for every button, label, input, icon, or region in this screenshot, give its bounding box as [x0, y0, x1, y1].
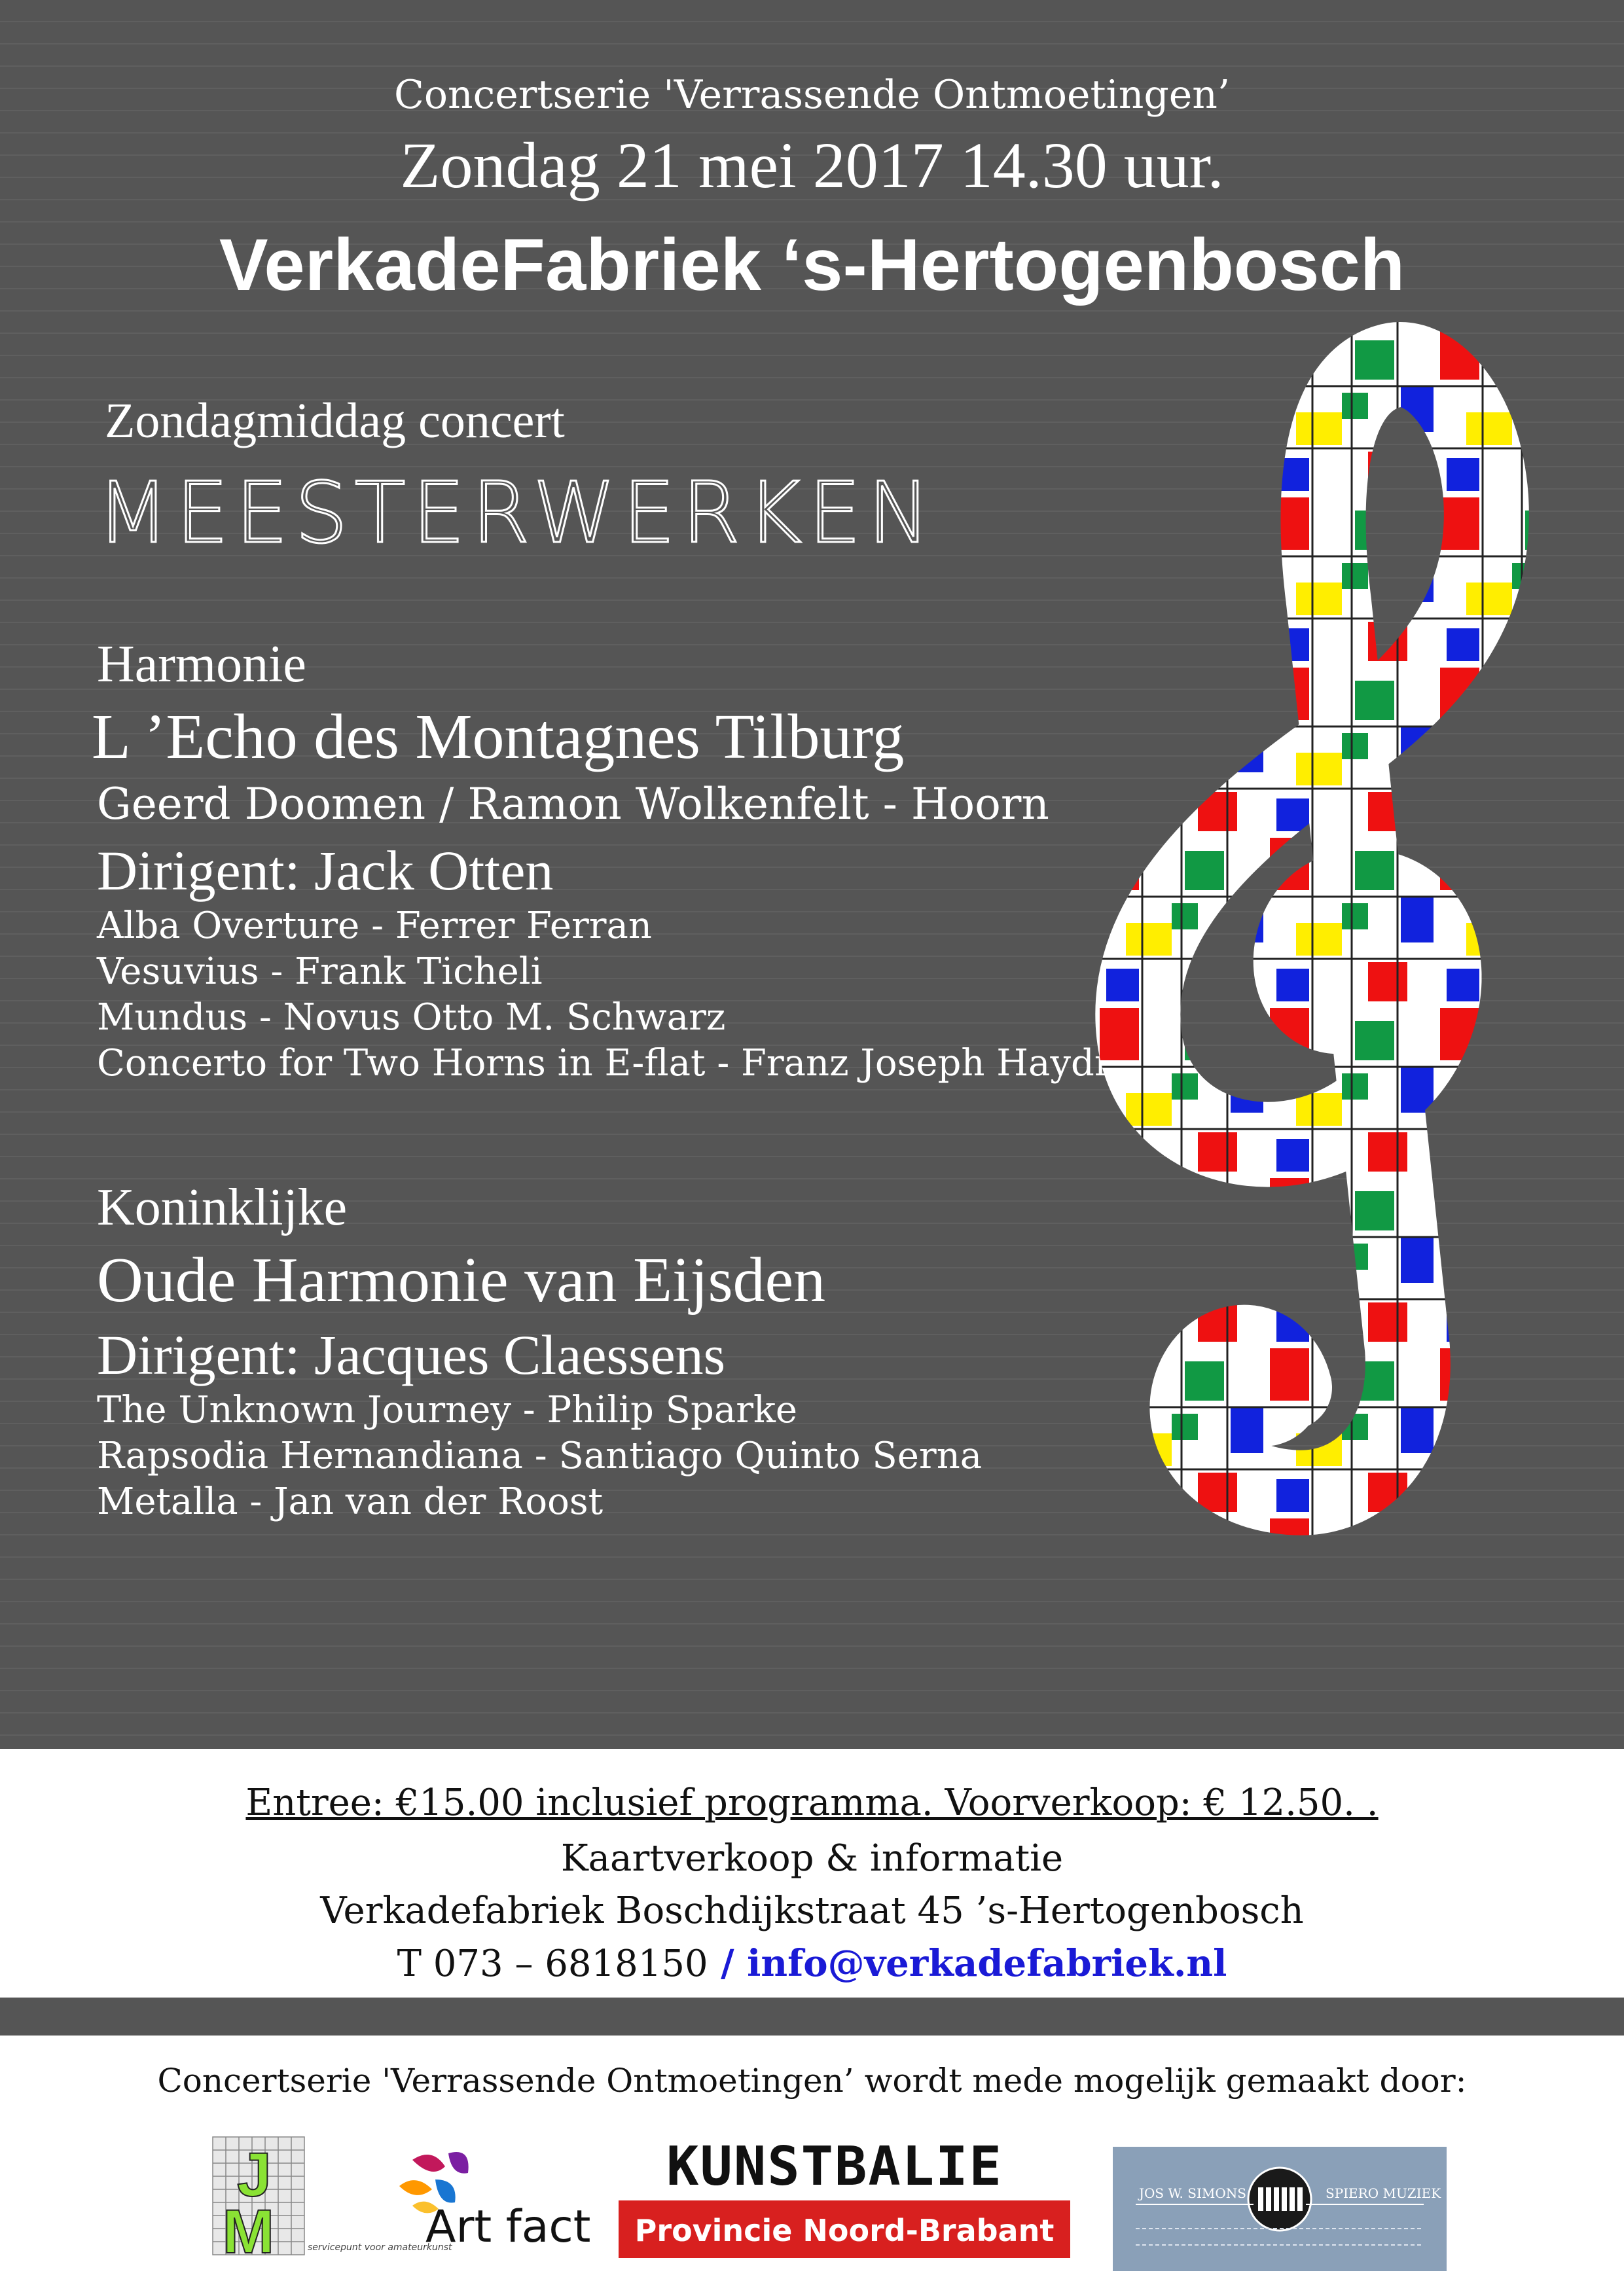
harmonie-piece: Alba Overture - Ferrer Ferran	[97, 905, 652, 947]
ticket-info-section	[0, 1749, 1624, 1998]
kunstbalie-name: KUNSTBALIE	[666, 2136, 1003, 2198]
koninklijke-piece: Metalla - Jan van der Roost	[97, 1480, 604, 1523]
entree-price: Entree: €15.00 inclusief programma. Voorverkoop: € 12.50. .	[245, 1782, 1379, 1824]
contact-separator: /	[708, 1942, 748, 1985]
kunstbalie-logo	[619, 2134, 1070, 2265]
harmonie-piece: Mundus - Novus Otto M. Schwarz	[97, 996, 726, 1039]
harmonie-conductor: Dirigent: Jack Otten	[97, 839, 554, 902]
artfact-name: Art fact	[425, 2201, 591, 2253]
treble-clef-icon	[1100, 327, 1610, 1538]
venue-name: VerkadeFabriek ‘s-Hertogenbosch	[219, 224, 1405, 306]
ticket-sales-label: Kaartverkoop & informatie	[560, 1837, 1064, 1880]
jm-logo-letter-j: J	[237, 2140, 272, 2210]
harmonie-soloists: Geerd Doomen / Ramon Wolkenfelt - Hoorn	[97, 779, 1049, 829]
koninklijke-label: Koninklijke	[97, 1179, 348, 1236]
koninklijke-name: Oude Harmonie van Eijsden	[97, 1245, 826, 1316]
harmonie-name: L ’Echo des Montagnes Tilburg	[92, 702, 905, 772]
divider-band	[0, 1998, 1624, 2036]
jm-tagline: servicepunt voor amateurkunst	[308, 2242, 452, 2253]
venue-address: Verkadefabriek Boschdijkstraat 45 ’s-Hertogenbosch	[320, 1890, 1304, 1932]
phone-number: T 073 – 6818150	[397, 1943, 708, 1985]
concert-subtitle: Zondagmiddag concert	[105, 393, 565, 448]
harmonie-label: Harmonie	[97, 636, 306, 693]
simons-left-label: JOS W. SIMONS	[1139, 2185, 1246, 2201]
jm-logo	[209, 2134, 452, 2267]
concert-series-heading: Concertserie 'Verrassende Ontmoetingen’	[393, 72, 1231, 118]
email-link[interactable]: info@verkadefabriek.nl	[747, 1942, 1227, 1985]
contact-line	[0, 1942, 1624, 1985]
harmonie-piece: Vesuvius - Frank Ticheli	[97, 950, 543, 993]
concert-date: Zondag 21 mei 2017 14.30 uur.	[400, 129, 1224, 202]
koninklijke-conductor: Dirigent: Jacques Claessens	[97, 1323, 726, 1386]
koninklijke-piece: The Unknown Journey - Philip Sparke	[97, 1389, 798, 1431]
harmonie-piece: Concerto for Two Horns in E-flat - Franz Joseph Haydn	[97, 1042, 1118, 1085]
jm-logo-letter-m: M	[223, 2197, 275, 2267]
sponsors-section	[0, 2036, 1624, 2296]
simons-spiero-graphic	[1113, 2147, 1447, 2271]
artfact-logo	[386, 2140, 609, 2258]
concert-title: MEESTERWERKEN	[97, 465, 937, 562]
koninklijke-piece: Rapsodia Hernandiana - Santiago Quinto Serna	[97, 1435, 983, 1477]
simons-right-label: SPIERO MUZIEK	[1326, 2185, 1441, 2201]
simons-spiero-logo	[1113, 2147, 1447, 2271]
sponsors-intro: Concertserie 'Verrassende Ontmoetingen’ wordt mede mogelijk gemaakt door:	[157, 2062, 1467, 2100]
kunstbalie-province: Provincie Noord-Brabant	[634, 2213, 1055, 2248]
